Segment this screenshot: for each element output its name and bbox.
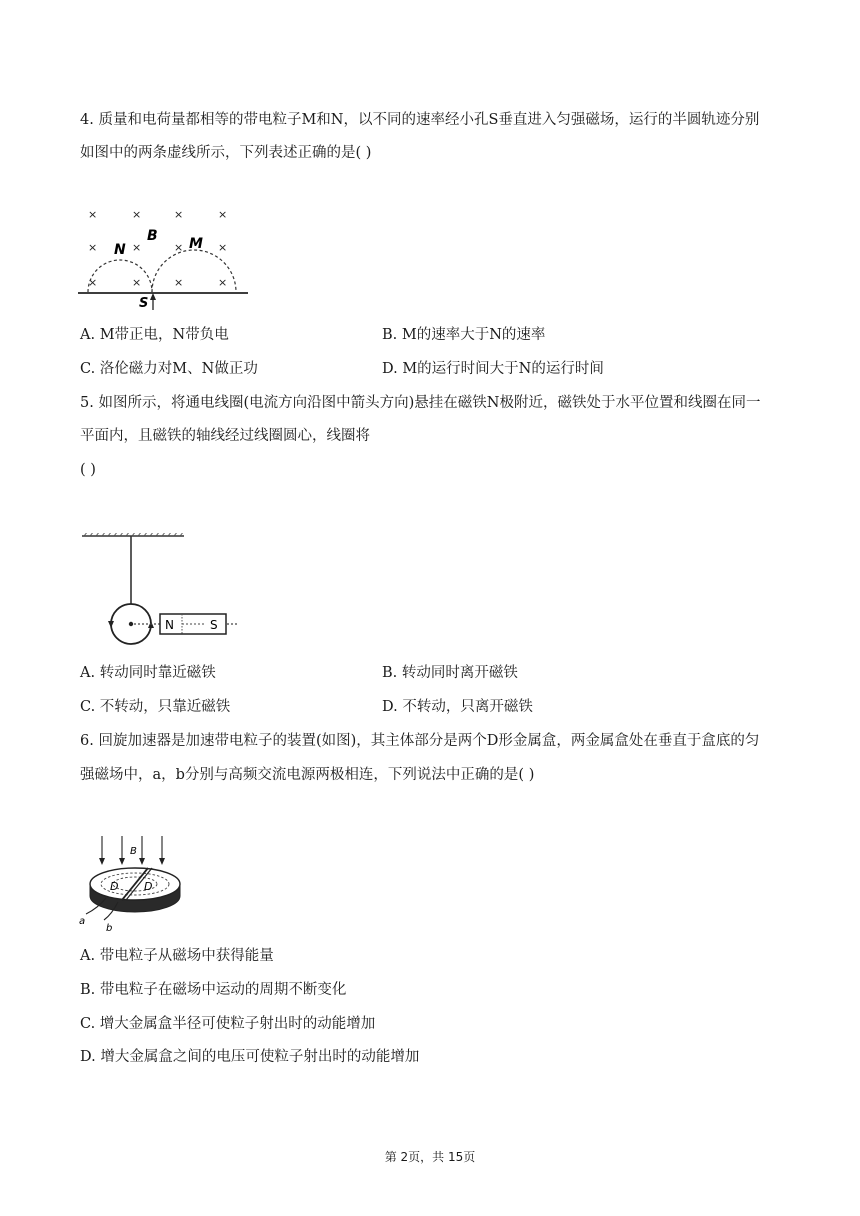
q6-label-b: b — [106, 923, 113, 932]
q6-option-b[interactable]: B. 带电粒子在磁场中运动的周期不断变化 — [80, 982, 347, 998]
svg-text:×: × — [132, 241, 142, 254]
svg-text:×: × — [174, 276, 184, 289]
page-footer: 第 2页，共 15页 — [384, 1150, 476, 1164]
q4-option-d[interactable]: D. M的运行时间大于N的运行时间 — [382, 361, 604, 377]
svg-text:×: × — [88, 241, 98, 254]
q5-option-a[interactable]: A. 转动同时靠近磁铁 — [80, 665, 216, 681]
q6-cyclotron-figure — [78, 832, 182, 932]
q5-option-d[interactable]: D. 不转动，只离开磁铁 — [382, 699, 533, 715]
q6-option-d[interactable]: D. 增大金属盒之间的电压可使粒子射出时的动能增加 — [80, 1049, 420, 1065]
q6-label-D1: D — [110, 880, 119, 893]
svg-text:×: × — [218, 276, 228, 289]
q5-option-b[interactable]: B. 转动同时离开磁铁 — [382, 665, 518, 681]
q4-label-M: M — [189, 236, 203, 252]
q4-magnetic-field-figure — [78, 204, 250, 312]
q4-trajectory-N — [88, 260, 152, 292]
q4-label-N: N — [114, 242, 126, 258]
q4-stem-line1: 4. 质量和电荷量都相等的带电粒子M和N，以不同的速率经小孔S垂直进入匀强磁场，运行的半圆轨迹分别 — [80, 112, 760, 128]
q6-stem-line2: 强磁场中，a，b分别与高频交流电源两极相连，下列说法中正确的是( ) — [80, 767, 535, 783]
q6-option-a[interactable]: A. 带电粒子从磁场中获得能量 — [80, 948, 274, 964]
q5-stem-line2: 平面内，且磁铁的轴线经过线圈圆心，线圈将 — [80, 428, 370, 444]
q5-stem-line1: 5. 如图所示，将通电线圈(电流方向沿图中箭头方向)悬挂在磁铁N极附近，磁铁处于水平位置和线圈在同一 — [80, 395, 761, 411]
svg-text:×: × — [218, 241, 228, 254]
svg-text:×: × — [218, 208, 228, 221]
q5-current-arrow-left — [108, 621, 114, 628]
q5-coil-magnet-figure — [80, 533, 240, 647]
q5-label-S: S — [210, 618, 218, 632]
q4-field-crosses — [88, 208, 227, 289]
svg-text:×: × — [88, 276, 98, 289]
q4-label-B: B — [147, 228, 158, 244]
q5-stem-line3: ( ) — [80, 462, 96, 478]
q6-option-c[interactable]: C. 增大金属盒半径可使粒子射出时的动能增加 — [80, 1016, 376, 1032]
q4-option-c[interactable]: C. 洛伦磁力对M、N做正功 — [80, 361, 258, 377]
q4-stem-line2: 如图中的两条虚线所示，下列表述正确的是( ) — [80, 145, 372, 161]
svg-text:×: × — [132, 276, 142, 289]
q6-label-a: a — [79, 916, 86, 927]
q5-option-c[interactable]: C. 不转动，只靠近磁铁 — [80, 699, 231, 715]
svg-text:×: × — [174, 208, 184, 221]
svg-text:×: × — [88, 208, 98, 221]
q5-coil-center — [129, 622, 133, 626]
q6-label-B: B — [130, 846, 137, 857]
svg-text:×: × — [132, 208, 142, 221]
svg-text:×: × — [174, 241, 184, 254]
q6-stem-line1: 6. 回旋加速器是加速带电粒子的装置(如图)，其主体部分是两个D形金属盒，两金属盒处在垂直于盒底的匀 — [80, 733, 760, 749]
q5-label-N: N — [165, 618, 174, 632]
q4-label-S: S — [139, 296, 149, 311]
q4-option-a[interactable]: A. M带正电，N带负电 — [80, 327, 229, 343]
q4-option-b[interactable]: B. M的速率大于N的速率 — [382, 327, 546, 343]
q6-label-D2: D — [144, 880, 153, 893]
